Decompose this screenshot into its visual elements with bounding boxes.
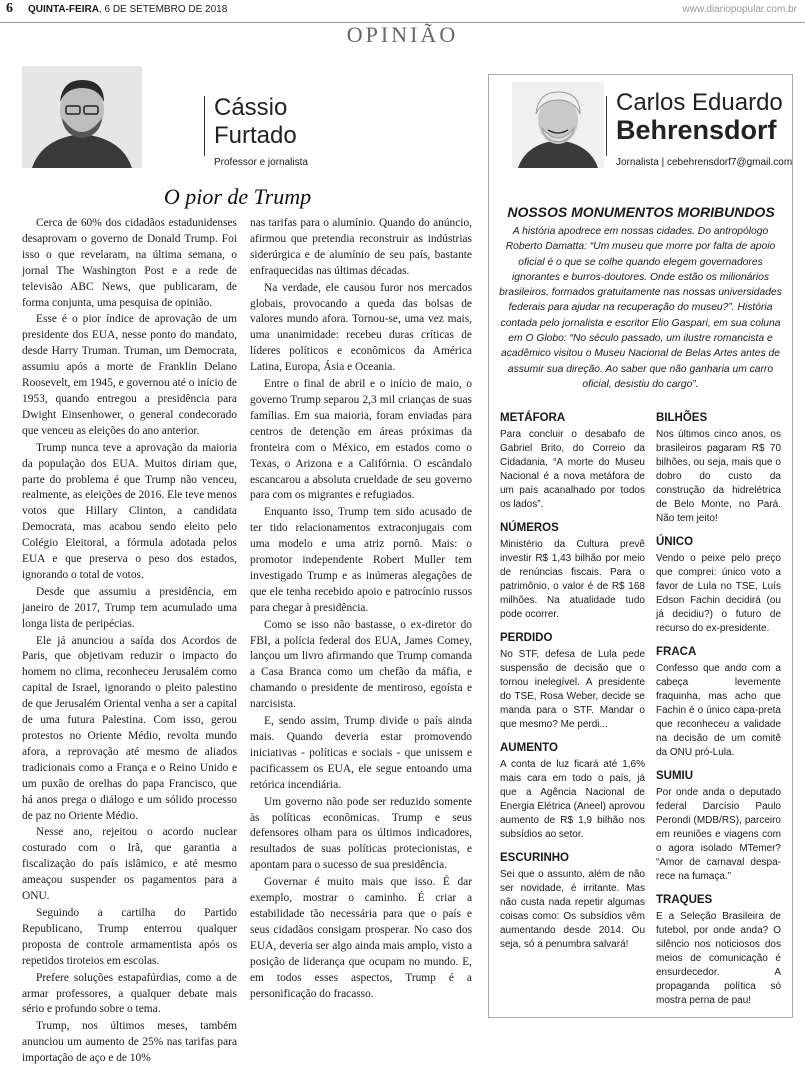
column-intro: A história apodrece em nossas cidades. Do antropólogo Roberto Damatta: “Um museu que morre por falta de apoio oficial é o que se colhe quando elegem governadores ignorantes e burros-doutores. Onde estão os milionários brasileiros, formados gratuitamente nas nossas universidades federais para ajudar na recuperação do museu?”. História contada pelo jornalista e escritor Elio Gaspari, em sua coluna em O Globo: “No século passado, um ilustre romancista e acadêmico visitou o Museu Nacional de Belas Artes antes de assumir sua direção. Ao saber que não ganharia um carro oficial, desistiu do cargo”. [499, 226, 782, 390]
section-title: OPINIÃO [346, 22, 459, 47]
author-name-cassio [214, 94, 297, 150]
note-item [656, 536, 781, 636]
note-title: ÚNICO [656, 536, 694, 548]
edition-date-rest: , 6 DE SETEMBRO DE 2018 [98, 4, 228, 15]
author-last-name: Furtado [214, 122, 297, 149]
author-photo-carlos [512, 82, 604, 168]
page-header [0, 0, 805, 23]
column-title: NOSSOS MONUMENTOS MORIBUNDOS [507, 204, 775, 220]
note-title: METÁFORA [500, 412, 566, 424]
author-portrait-icon [512, 82, 604, 168]
note-text: A conta de luz ficará até 1,6% mais cara em todo o país, já que a Agência Nacional de Energia Elétrica (Aneel) aprovou aumento de R$ 1,9 bilhão nos subsídios ao setor. [500, 759, 645, 840]
note-item [656, 412, 781, 526]
article-headline: O pior de Trump [163, 184, 312, 209]
author-portrait-icon [22, 66, 142, 168]
note-item [500, 852, 645, 952]
note-title: AUMENTO [500, 742, 558, 754]
article-paragraph: Um governo não pode ser reduzido somente às políticas econômicas. Trump e seus defensores olham para os últimos indicadores, resultados de suas políticas protecionistas, e apontam para o sucesso de sua presidência. [250, 795, 472, 872]
edition-date [28, 4, 227, 15]
note-title: ESCURINHO [500, 852, 570, 864]
article-paragraph: E, sendo assim, Trump divide o país ainda mais. Quando deveria estar promovendo iniciativas - políticas e sociais - que unissem e pacificassem os EUA, ele segue entoando uma retórica incendiária. [250, 715, 472, 791]
article-paragraph: Governar é muito mais que isso. É dar exemplo, mostrar o caminho. É criar a estabilidade tão necessária para que o país e seus cidadãos consigam prosperar. No caso dos EUA, deveria ser algo ainda mais amplo, visto a posição de liderança que ocupam no mundo. E, em todos esses aspectos, Trump é a personificação do fracasso. [250, 876, 472, 1000]
article-paragraph: Trump, nos últimos meses, também anunciou um aumento de 25% nas tarifas para importação de aço e de 10% [22, 1020, 237, 1065]
note-item [656, 646, 781, 760]
author-last-name: Behrensdorf [616, 115, 777, 145]
author-first-name: Cássio [214, 94, 288, 121]
author-first-name: Carlos Eduardo [616, 89, 783, 116]
note-title: NÚMEROS [500, 522, 559, 534]
author-divider [606, 96, 607, 156]
note-item [500, 632, 645, 732]
article-paragraph: Na verdade, ele causou furor nos mercados globais, provocando a queda das bolsas de valores mundo afora. Tornou-se, uma vez mais, uma unanimidade: recebeu duras críticas de líderes políticos e econômicos da América Latina, Europa, Ásia e Oceania. [250, 281, 472, 374]
article-column-2 [250, 216, 472, 1003]
note-text: No STF, defesa de Lula pede suspensão de decisão que o tornou inelegível. A presidente do TSE, Rosa Weber, decide se manda para o STF. Mandar o que mesmo? Me perdi... [500, 649, 645, 730]
note-title: TRAQUES [656, 894, 713, 906]
article-paragraph: Ele já anunciou a saída dos Acordos de Paris, que objetivam reduzir o impacto do homem no clima, reconheceu Jerusalém como capital de Israel, ignorando o pleito palestino de que Jerusalém Oriental venha a ser a capital de uma futura Palestina. Com isso, gerou protestos no Oriente Médio, revolta mundo afora, a reprovação até mesmo de aliados tradicionais como a França e o Reino Unido e um puxão de orelhas do papa Francisco, que há anos prega o diálogo e um sólido processo de paz no Oriente Médio. [22, 634, 237, 822]
note-text: Confesso que ando com a cabeça levemente fraquinha, mas acho que Fachin é o único capa-preta que reconheceu a validade na decisão de um comitê da ONU pró-Lula. [656, 663, 781, 758]
notes-column-left [500, 412, 645, 962]
note-text: Sei que o assunto, além de não ser novidade, é irritante. Mas não custa nada repetir algumas coisas como: Os subsídios vêm aumentando desde 2014. Ou seja, só a penumbra salvará! [500, 869, 645, 950]
note-text: Vendo o peixe pelo preço que comprei: único voto a favor de Lula no TSE, Luís Edson Fachin decidirá (ou já decidiu?) o futuro de recurso do ex-presidente. [656, 553, 781, 634]
author-divider [204, 96, 205, 156]
note-title: PERDIDO [500, 632, 553, 644]
article-paragraph: Entre o final de abril e o início de maio, o governo Trump separou 2,3 mil crianças de suas famílias. Em sua maioria, foram enviadas para centros de detenção em áreas próximas da fronteira com o México, em estados como o Texas, o Arizona e a Califórnia. O escândalo escancarou a absoluta crueldade de seu governo para com os migrantes e refugiados. [250, 378, 472, 502]
note-text: Nos últimos cinco anos, os brasileiros pagaram R$ 70 bilhões, ou seja, mais que o dobro do custo da construção da hidrelétrica de Belo Monte, no Pará. Não tem jeito! [656, 429, 781, 524]
edition-weekday: QUINTA-FEIRA [28, 4, 99, 15]
author-contact: Jornalista | cebehrensdorf7@gmail.com [616, 157, 793, 168]
article-paragraph: Nesse ano, rejeitou o acordo nuclear costurado com o Irã, que garantia a fiscalização do país islâmico, e até mesmo ameaçou suspender os pagamentos para a ONU. [22, 826, 237, 903]
article-paragraph: Esse é o pior índice de aprovação de um presidente dos EUA, nesse ponto do mandato, desde Harry Truman. Truman, um Democrata, assumiu após a morte de Franklin Delano Roosevelt, em 1945, e governou até o início de 1953, quando entregou a presidência para Dwight Einsenhower, o general condecorado que venceu as eleições do ano anterior. [22, 313, 237, 437]
note-item [500, 522, 645, 622]
note-item [500, 742, 645, 842]
author-photo-cassio [22, 66, 142, 168]
article-column-1 [22, 216, 237, 1068]
author-role: Professor e jornalista [214, 157, 308, 168]
site-url[interactable]: www.diariopopular.com.br [682, 4, 797, 15]
article-paragraph: Desde que assumiu a presidência, em janeiro de 2017, Trump tem acumulado uma longa lista de peripécias. [22, 585, 237, 630]
article-paragraph: nas tarifas para o alumínio. Quando do anúncio, afirmou que pretendia reconstruir as indústrias siderúrgica e de alumínio de seu país, bastante enfraquecidas nas últimas décadas. [250, 217, 472, 277]
article-paragraph: Enquanto isso, Trump tem sido acusado de ter tido relacionamentos extraconjugais com uma modelo e uma atriz pornô. Mais: o promotor independente Robert Muller tem investigado Trump e as inúmeras alegações de que ele tenha recebido apoio e patrocínio russos para chegar à presidência. [250, 506, 472, 614]
article-paragraph: Prefere soluções estapafúrdias, como a de armar professores, a qualquer debate mais sério e profundo sobre o tema. [22, 971, 237, 1016]
note-item [656, 894, 781, 1008]
note-text: Por onde anda o deputado federal Darcísio Paulo Perondi (MDB/RS), parceiro em reuniões e viagens com o agora isolado MTemer? “Amor de carnaval desparece na fumaça.” [656, 787, 781, 882]
note-item [500, 412, 645, 512]
note-title: BILHÕES [656, 412, 708, 424]
note-title: FRACA [656, 646, 697, 658]
article-paragraph: Trump nunca teve a aprovação da maioria da população dos EUA. Muitos diriam que, parte do problema é que Trump não venceu, realmente, as eleições de 2016. Ele teve menos votos que Hillary Clinton, a candidata Democrata, mas acabou sendo eleito pelo Colégio Eleitoral, a fórmula adotada pelos EUA e que preserva o peso dos estados, ignorando o total de votos. [22, 441, 237, 581]
article-paragraph: Cerca de 60% dos cidadãos estadunidenses desaprovam o governo de Donald Trump. Foi isso o que revelaram, na última semana, o jornal The Washington Post e a rede de televisão ABC News, que publicaram, de forma conjunta, uma pesquisa de opinião. [22, 217, 237, 309]
article-paragraph: Seguindo a cartilha do Partido Republicano, Trump enterrou qualquer proposta de controle armamentista após os repetidos tiroteios em escolas. [22, 906, 237, 967]
note-text: Para concluir o desabafo de Gabriel Brito, do Correio da Cidadania, “A morte do Museu Nacional é a nova metáfora de um país acanalhado por todos os lados”. [500, 429, 645, 510]
article-paragraph: Como se isso não bastasse, o ex-diretor do FBI, a polícia federal dos EUA, James Comey, lançou um livro afirmando que Trump comanda a Casa Branca como um chefão da máfia, e chamando o presidente de mentiroso, egoísta e narcisista. [250, 618, 472, 711]
note-text: Ministério da Cultura prevê investir R$ 1,43 bilhão por meio de renúncias fiscais. Para o patrimônio, o valor é de R$ 168 milhões. Na atualidade tudo pode ocorrer. [500, 539, 645, 620]
note-title: SUMIU [656, 770, 694, 782]
page-number: 6 [6, 1, 13, 16]
note-item [656, 770, 781, 884]
notes-column-right [656, 412, 781, 1018]
note-text: E a Seleção Brasileira de futebol, por onde anda? O silêncio nos noticiosos dos meios de comunicação é ensurdecedor. A propaganda política só mostra perna de pau! [656, 911, 781, 1006]
